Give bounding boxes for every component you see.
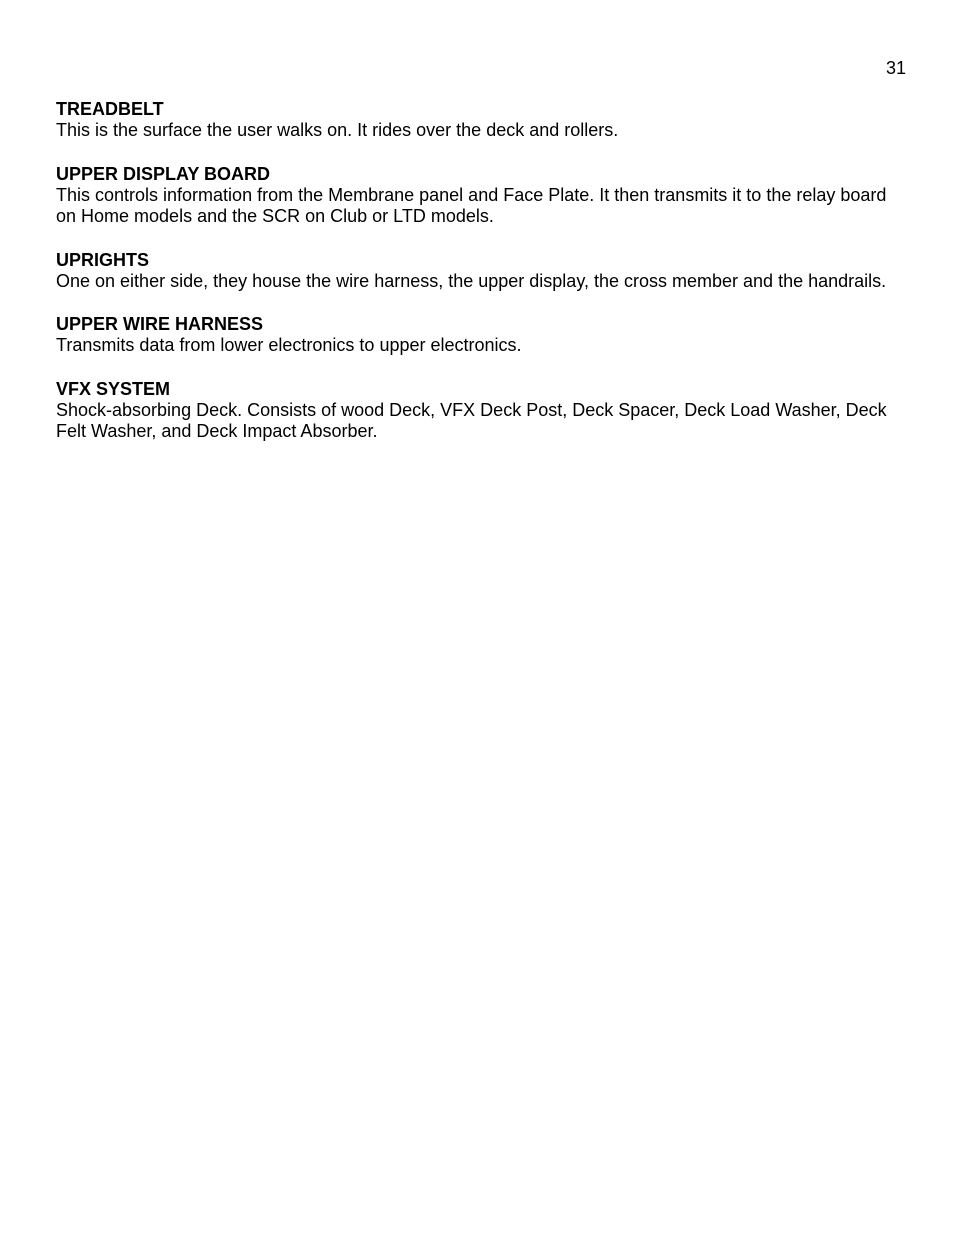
glossary-term: UPPER WIRE HARNESS xyxy=(56,314,264,334)
glossary-definition: Transmits data from lower electronics to upper electronics. xyxy=(56,335,522,355)
glossary-content xyxy=(56,98,896,464)
glossary-definition: This is the surface the user walks on. It rides over the deck and rollers. xyxy=(56,120,619,140)
glossary-entry-uprights xyxy=(56,249,896,293)
glossary-entry-vfx-system xyxy=(56,378,896,443)
glossary-definition: One on either side, they house the wire harness, the upper display, the cross member and the handrails. xyxy=(56,270,887,291)
glossary-term: UPRIGHTS xyxy=(56,249,150,270)
page-number: 31 xyxy=(885,58,906,78)
glossary-entry-treadbelt xyxy=(56,98,896,142)
glossary-term: UPPER DISPLAY BOARD xyxy=(56,163,271,184)
glossary-definition: Shock-absorbing Deck. Consists of wood Deck, VFX Deck Post, Deck Spacer, Deck Load Washer, Deck Felt Washer, and Deck Impact Absorber. xyxy=(56,399,887,441)
glossary-entry-upper-wire-harness xyxy=(56,313,896,357)
glossary-entry-upper-display-board xyxy=(56,163,896,228)
glossary-term: VFX SYSTEM xyxy=(56,378,171,399)
glossary-term: TREADBELT xyxy=(56,99,164,119)
glossary-definition: This controls information from the Membrane panel and Face Plate. It then transmits it to the relay board on Home models and the SCR on Club or LTD models. xyxy=(56,184,887,226)
